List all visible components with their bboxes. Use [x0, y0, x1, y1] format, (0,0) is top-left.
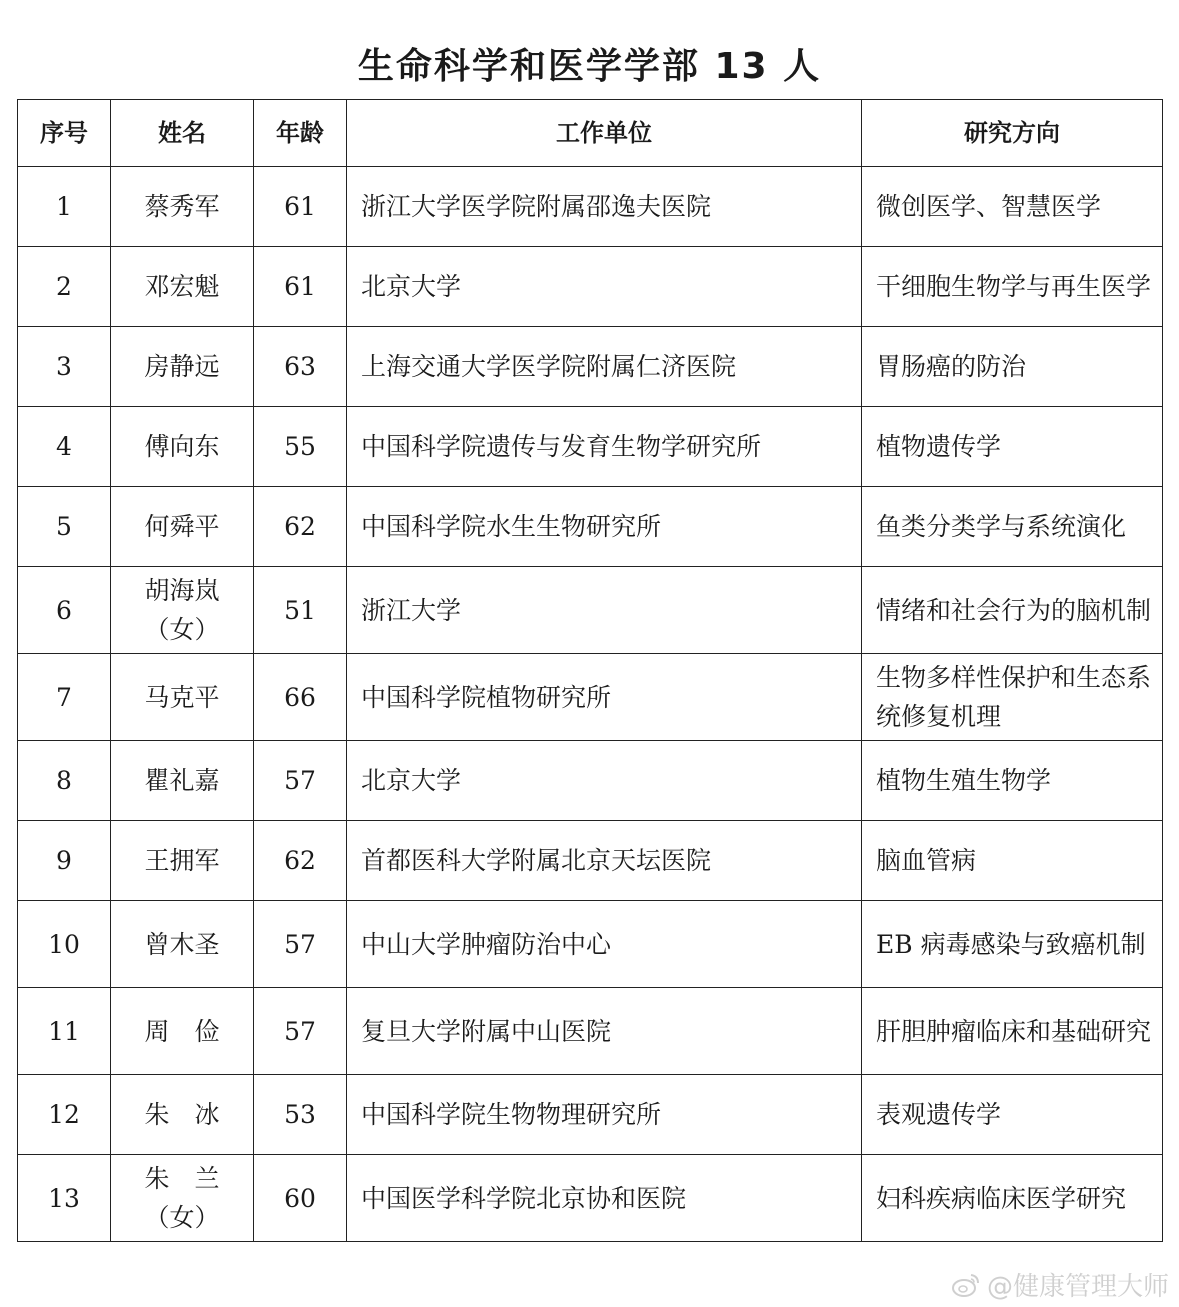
cell-age: 55: [254, 407, 347, 487]
cell-age: 51: [254, 567, 347, 654]
cell-direction: 干细胞生物学与再生医学: [862, 247, 1163, 327]
cell-age: 53: [254, 1075, 347, 1155]
cell-unit: 浙江大学: [347, 567, 862, 654]
cell-unit: 复旦大学附属中山医院: [347, 988, 862, 1075]
cell-no: 1: [18, 167, 111, 247]
cell-name: [111, 1155, 254, 1242]
cell-unit: 中国科学院遗传与发育生物学研究所: [347, 407, 862, 487]
cell-direction: 植物遗传学: [862, 407, 1163, 487]
cell-direction: 生物多样性保护和生态系统修复机理: [862, 654, 1163, 741]
cell-no: 5: [18, 487, 111, 567]
cell-age: 62: [254, 821, 347, 901]
name-line: （女）: [144, 615, 220, 644]
name-line: 朱 冰: [144, 1100, 220, 1129]
cell-no: 9: [18, 821, 111, 901]
cell-direction: 肝胆肿瘤临床和基础研究: [862, 988, 1163, 1075]
cell-direction: 表观遗传学: [862, 1075, 1163, 1155]
cell-no: 3: [18, 327, 111, 407]
cell-no: 8: [18, 741, 111, 821]
cell-age: 60: [254, 1155, 347, 1242]
cell-age: 62: [254, 487, 347, 567]
name-line: 傅向东: [144, 432, 220, 461]
cell-no: 4: [18, 407, 111, 487]
cell-direction: 胃肠癌的防治: [862, 327, 1163, 407]
page-title: 生命科学和医学学部 13 人: [357, 46, 822, 87]
name-line: 曾木圣: [144, 929, 220, 959]
cell-direction: 植物生殖生物学: [862, 741, 1163, 821]
cell-name: [111, 901, 254, 988]
cell-direction: EB 病毒感染与致癌机制: [862, 901, 1163, 988]
table-row: [18, 1075, 1163, 1155]
cell-age: 57: [254, 741, 347, 821]
cell-age: 57: [254, 901, 347, 988]
cell-no: 10: [18, 901, 111, 988]
member-table: [17, 99, 1163, 1242]
table-row: [18, 247, 1163, 327]
header-name: 姓名: [111, 100, 254, 167]
table-row: [18, 988, 1163, 1075]
cell-name: [111, 487, 254, 567]
name-line: 邓宏魁: [144, 272, 220, 301]
table-row: [18, 1155, 1163, 1242]
weibo-logo-icon: [951, 1272, 981, 1298]
watermark-text: @健康管理大师: [986, 1272, 1169, 1302]
cell-direction: 微创医学、智慧医学: [862, 167, 1163, 247]
header-no: 序号: [18, 100, 111, 167]
cell-age: 57: [254, 988, 347, 1075]
cell-unit: 中国科学院水生生物研究所: [347, 487, 862, 567]
cell-direction: 脑血管病: [862, 821, 1163, 901]
cell-no: 7: [18, 654, 111, 741]
cell-name: [111, 988, 254, 1075]
cell-name: [111, 407, 254, 487]
cell-age: 61: [254, 167, 347, 247]
name-line: 周 俭: [144, 1016, 220, 1046]
cell-name: [111, 567, 254, 654]
cell-name: [111, 821, 254, 901]
cell-name: [111, 167, 254, 247]
table-row: [18, 741, 1163, 821]
cell-name: [111, 741, 254, 821]
table-header-row: [18, 100, 1163, 167]
table-row: [18, 327, 1163, 407]
header-unit: 工作单位: [347, 100, 862, 167]
table-row: [18, 167, 1163, 247]
cell-age: 61: [254, 247, 347, 327]
table-row: [18, 407, 1163, 487]
name-line: （女）: [144, 1203, 220, 1232]
cell-name: [111, 1075, 254, 1155]
cell-name: [111, 654, 254, 741]
table-row: [18, 487, 1163, 567]
watermark: [951, 1266, 1169, 1303]
name-line: 王拥军: [144, 846, 220, 875]
cell-unit: 首都医科大学附属北京天坛医院: [347, 821, 862, 901]
cell-direction: 情绪和社会行为的脑机制: [862, 567, 1163, 654]
name-line: 蔡秀军: [144, 192, 220, 221]
cell-no: 2: [18, 247, 111, 327]
table-row: [18, 654, 1163, 741]
cell-unit: 北京大学: [347, 247, 862, 327]
cell-name: [111, 247, 254, 327]
cell-no: 6: [18, 567, 111, 654]
cell-unit: 中山大学肿瘤防治中心: [347, 901, 862, 988]
table-row: [18, 567, 1163, 654]
cell-direction: 妇科疾病临床医学研究: [862, 1155, 1163, 1242]
cell-age: 63: [254, 327, 347, 407]
cell-unit: 中国科学院植物研究所: [347, 654, 862, 741]
cell-age: 66: [254, 654, 347, 741]
table-row: [18, 821, 1163, 901]
name-line: 胡海岚: [144, 576, 220, 605]
name-line: 瞿礼嘉: [144, 766, 220, 795]
name-line: 马克平: [144, 682, 220, 712]
cell-unit: 上海交通大学医学院附属仁济医院: [347, 327, 862, 407]
cell-unit: 北京大学: [347, 741, 862, 821]
cell-direction: 鱼类分类学与系统演化: [862, 487, 1163, 567]
cell-no: 11: [18, 988, 111, 1075]
cell-no: 13: [18, 1155, 111, 1242]
header-age: 年龄: [254, 100, 347, 167]
cell-no: 12: [18, 1075, 111, 1155]
cell-unit: 中国科学院生物物理研究所: [347, 1075, 862, 1155]
cell-name: [111, 327, 254, 407]
table-row: [18, 901, 1163, 988]
cell-unit: 浙江大学医学院附属邵逸夫医院: [347, 167, 862, 247]
header-direction: 研究方向: [862, 100, 1163, 167]
cell-unit: 中国医学科学院北京协和医院: [347, 1155, 862, 1242]
name-line: 何舜平: [144, 512, 220, 541]
name-line: 房静远: [144, 352, 220, 381]
name-line: 朱 兰: [144, 1164, 220, 1193]
